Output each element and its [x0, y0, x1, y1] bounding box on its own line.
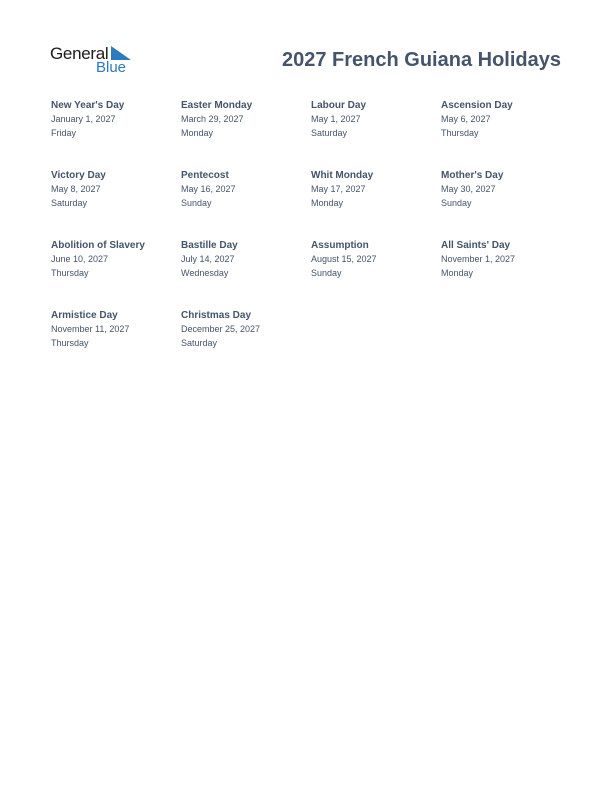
- holiday-name: Ascension Day: [441, 100, 513, 111]
- holiday-weekday: Thursday: [51, 268, 89, 278]
- holiday-name: Assumption: [311, 240, 369, 251]
- holiday-weekday: Saturday: [51, 198, 88, 208]
- holiday-item: [441, 99, 571, 169]
- holiday-date: May 8, 2027: [51, 184, 101, 194]
- holiday-grid: [51, 99, 571, 379]
- holiday-date: June 10, 2027: [51, 254, 109, 264]
- holiday-date: May 6, 2027: [441, 114, 491, 124]
- holiday-name: Whit Monday: [311, 170, 374, 181]
- holiday-item: [441, 239, 571, 309]
- holiday-weekday: Saturday: [311, 128, 348, 138]
- holiday-item: [51, 239, 181, 309]
- holiday-date: November 11, 2027: [51, 324, 130, 334]
- holiday-item: [311, 239, 441, 309]
- holiday-date: July 14, 2027: [181, 254, 235, 264]
- holiday-weekday: Wednesday: [181, 268, 229, 278]
- holiday-date: May 1, 2027: [311, 114, 361, 124]
- holiday-item: [311, 169, 441, 239]
- holiday-weekday: Sunday: [441, 198, 472, 208]
- holiday-name: Victory Day: [51, 170, 106, 181]
- page-title: 2027 French Guiana Holidays: [282, 49, 561, 71]
- holiday-item: [441, 169, 571, 239]
- holiday-item: [51, 169, 181, 239]
- holiday-name: Easter Monday: [181, 100, 253, 111]
- holiday-weekday: Friday: [51, 128, 77, 138]
- holiday-item: [181, 169, 311, 239]
- holiday-weekday: Thursday: [441, 128, 479, 138]
- holiday-weekday: Monday: [181, 128, 214, 138]
- holiday-name: Abolition of Slavery: [51, 240, 145, 251]
- holiday-item: [181, 239, 311, 309]
- holiday-date: November 1, 2027: [441, 254, 516, 264]
- holiday-date: January 1, 2027: [51, 114, 116, 124]
- holiday-name: Labour Day: [311, 100, 367, 111]
- holiday-date: May 30, 2027: [441, 184, 496, 194]
- holiday-date: December 25, 2027: [181, 324, 261, 334]
- holiday-name: Pentecost: [181, 170, 229, 181]
- holiday-date: August 15, 2027: [311, 254, 377, 264]
- holiday-name: Christmas Day: [181, 310, 252, 321]
- holiday-date: May 16, 2027: [181, 184, 236, 194]
- holiday-date: March 29, 2027: [181, 114, 244, 124]
- generalblue-logo: [50, 44, 140, 78]
- holiday-weekday: Saturday: [181, 338, 218, 348]
- holiday-name: Armistice Day: [51, 310, 118, 321]
- holiday-name: Bastille Day: [181, 240, 238, 251]
- holiday-item: [51, 99, 181, 169]
- holiday-name: All Saints' Day: [441, 240, 511, 251]
- logo-text-general: General: [50, 44, 109, 63]
- holiday-weekday: Monday: [441, 268, 474, 278]
- holiday-weekday: Sunday: [181, 198, 212, 208]
- logo-triangle-icon: [111, 46, 131, 60]
- holiday-name: Mother's Day: [441, 170, 504, 181]
- holiday-item: [51, 309, 181, 379]
- holiday-weekday: Sunday: [311, 268, 342, 278]
- logo-text-blue: Blue: [96, 59, 127, 76]
- holiday-name: New Year's Day: [51, 100, 125, 111]
- holiday-item: [181, 99, 311, 169]
- holiday-item: [181, 309, 311, 379]
- holiday-item: [311, 99, 441, 169]
- holiday-weekday: Thursday: [51, 338, 89, 348]
- holiday-weekday: Monday: [311, 198, 344, 208]
- holiday-date: May 17, 2027: [311, 184, 366, 194]
